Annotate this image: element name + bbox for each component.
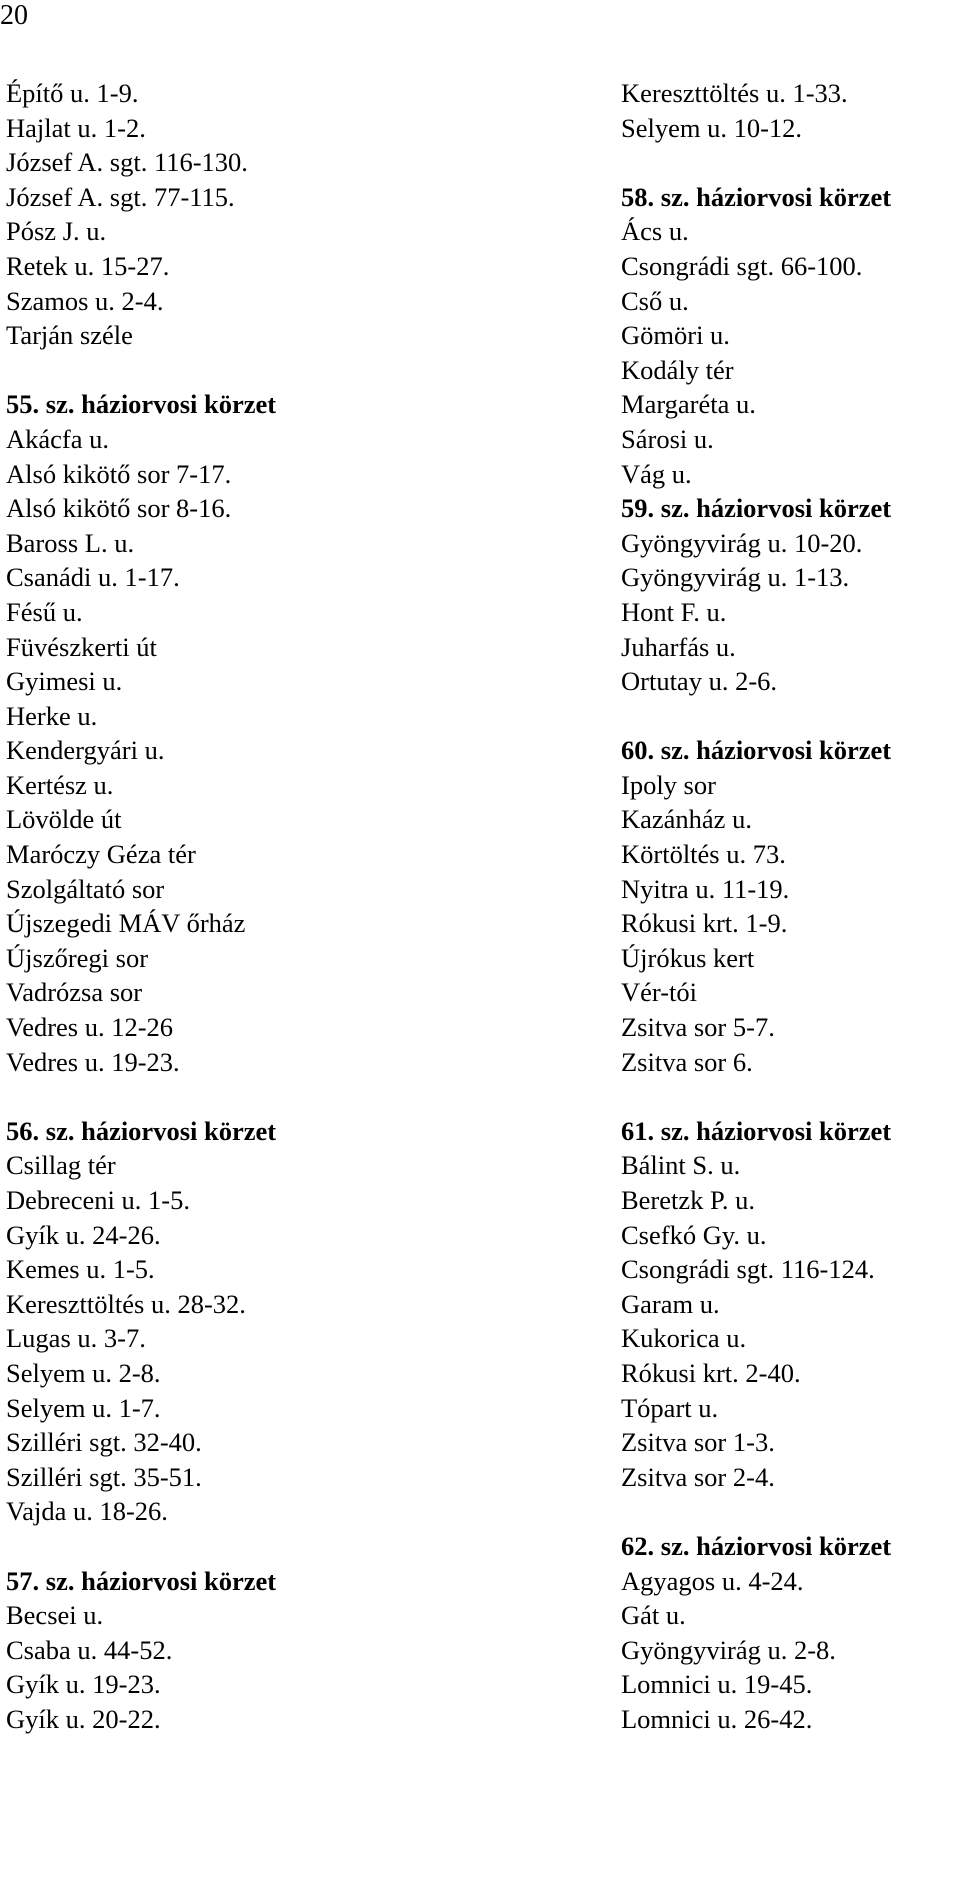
street-entry: Kazánház u.	[621, 804, 752, 835]
street-entry: Hajlat u. 1-2.	[6, 112, 146, 143]
street-entry: Csanádi u. 1-17.	[6, 562, 180, 593]
street-entry: Pósz J. u.	[6, 216, 107, 247]
street-entry: Kendergyári u.	[6, 735, 165, 766]
street-entry: Szilléri sgt. 32-40.	[6, 1427, 202, 1458]
street-entry: Ács u.	[621, 216, 689, 247]
street-entry: Nyitra u. 11-19.	[621, 873, 790, 904]
street-entry: Gyík u. 20-22.	[6, 1703, 161, 1734]
street-entry: Margaréta u.	[621, 389, 756, 420]
street-entry: Vág u.	[621, 458, 692, 489]
street-entry: Maróczy Géza tér	[6, 839, 196, 870]
street-entry: Szamos u. 2-4.	[6, 285, 164, 316]
street-entry: Beretzk P. u.	[621, 1185, 755, 1215]
street-entry: Gyík u. 24-26.	[6, 1219, 161, 1250]
street-entry: Rókusi krt. 2-40.	[621, 1357, 801, 1388]
street-entry: Zsitva sor 2-4.	[621, 1461, 775, 1492]
district-heading: 61. sz. háziorvosi körzet	[621, 1115, 892, 1146]
street-entry: Szilléri sgt. 35-51.	[6, 1461, 202, 1492]
street-entry: Vajda u. 18-26.	[6, 1496, 168, 1527]
district-heading: 57. sz. háziorvosi körzet	[6, 1565, 277, 1596]
blank-line	[6, 1529, 476, 1564]
street-entry: Gyöngyvirág u. 2-8.	[621, 1634, 836, 1665]
street-entry: Lomnici u. 19-45.	[621, 1669, 813, 1700]
street-entry: Ipoly sor	[621, 769, 716, 800]
street-entry: Agyagos u. 4-24.	[621, 1565, 804, 1596]
street-entry: Gyöngyvirág u. 1-13.	[621, 562, 850, 593]
street-entry: Vedres u. 19-23.	[6, 1046, 180, 1077]
street-entry: Akácfa u.	[6, 423, 109, 454]
blank-line	[621, 1079, 956, 1114]
district-heading: 55. sz. háziorvosi körzet	[6, 389, 277, 420]
street-entry: Cső u.	[621, 285, 689, 316]
street-entry: Gyimesi u.	[6, 666, 123, 697]
street-entry: Becsei u.	[6, 1600, 104, 1631]
street-entry: Selyem u. 10-12.	[621, 112, 803, 143]
street-entry: Csillag tér	[6, 1150, 116, 1181]
street-entry: Füvészkerti út	[6, 631, 157, 662]
street-entry: Alsó kikötő sor 7-17.	[6, 458, 232, 489]
street-entry: Kereszttöltés u. 1-33.	[621, 78, 848, 108]
street-entry: Lomnici u. 26-42.	[621, 1703, 813, 1734]
street-entry: József A. sgt. 77-115.	[6, 181, 235, 212]
street-entry: Körtöltés u. 73.	[621, 839, 786, 870]
district-heading: 56. sz. háziorvosi körzet	[6, 1115, 277, 1146]
street-entry: Csongrádi sgt. 116-124.	[621, 1254, 875, 1285]
street-entry: Tópart u.	[621, 1392, 719, 1423]
street-entry: Zsitva sor 5-7.	[621, 1012, 775, 1043]
street-entry: Vedres u. 12-26	[6, 1012, 174, 1043]
blank-line	[621, 145, 956, 180]
street-entry: Gyík u. 19-23.	[6, 1669, 161, 1700]
street-entry: Újszőregi sor	[6, 942, 149, 973]
street-entry: Kertész u.	[6, 769, 114, 800]
street-entry: József A. sgt. 116-130.	[6, 147, 248, 178]
street-entry: Kereszttöltés u. 28-32.	[6, 1288, 246, 1319]
street-entry: Csefkó Gy. u.	[621, 1219, 767, 1250]
street-entry: Herke u.	[6, 700, 98, 731]
page-number: 20	[0, 0, 28, 31]
street-entry: Debreceni u. 1-5.	[6, 1185, 190, 1215]
street-entry: Hont F. u.	[621, 596, 727, 627]
street-entry: Kemes u. 1-5.	[6, 1254, 155, 1285]
district-heading: 59. sz. háziorvosi körzet	[621, 493, 892, 524]
street-entry: Fésű u.	[6, 596, 83, 627]
street-entry: Csongrádi sgt. 66-100.	[621, 250, 863, 281]
street-entry: Kodály tér	[621, 354, 734, 385]
street-entry: Gát u.	[621, 1600, 686, 1631]
street-entry: Rókusi krt. 1-9.	[621, 908, 788, 939]
street-entry: Zsitva sor 1-3.	[621, 1427, 775, 1458]
street-entry: Gömöri u.	[621, 320, 730, 351]
street-entry: Ortutay u. 2-6.	[621, 666, 778, 697]
street-entry: Vér-tói	[621, 977, 697, 1008]
street-entry: Garam u.	[621, 1288, 720, 1319]
street-entry: Újrókus kert	[621, 942, 755, 973]
district-heading: 58. sz. háziorvosi körzet	[621, 181, 892, 212]
left-column	[6, 76, 476, 1737]
street-entry: Retek u. 15-27.	[6, 250, 170, 281]
street-entry: Bálint S. u.	[621, 1150, 741, 1181]
blank-line	[6, 353, 476, 388]
street-entry: Alsó kikötő sor 8-16.	[6, 493, 232, 524]
blank-line	[6, 1079, 476, 1114]
street-entry: Kukorica u.	[621, 1323, 747, 1354]
blank-line	[621, 1494, 956, 1529]
street-entry: Csaba u. 44-52.	[6, 1634, 173, 1665]
street-entry: Zsitva sor 6.	[621, 1046, 753, 1077]
right-column	[621, 76, 956, 1737]
street-entry: Selyem u. 1-7.	[6, 1392, 161, 1423]
street-entry: Építő u. 1-9.	[6, 78, 139, 108]
district-heading: 62. sz. háziorvosi körzet	[621, 1530, 892, 1561]
street-entry: Gyöngyvirág u. 10-20.	[621, 527, 863, 558]
street-entry: Szolgáltató sor	[6, 873, 165, 904]
street-entry: Lövölde út	[6, 804, 122, 835]
blank-line	[621, 699, 956, 734]
street-entry: Sárosi u.	[621, 423, 714, 454]
street-entry: Tarján széle	[6, 320, 133, 351]
street-entry: Juharfás u.	[621, 631, 736, 662]
street-entry: Lugas u. 3-7.	[6, 1323, 146, 1354]
street-entry: Újszegedi MÁV őrház	[6, 908, 246, 939]
street-entry: Baross L. u.	[6, 527, 135, 558]
district-heading: 60. sz. háziorvosi körzet	[621, 735, 892, 766]
street-entry: Vadrózsa sor	[6, 977, 143, 1008]
street-entry: Selyem u. 2-8.	[6, 1357, 161, 1388]
